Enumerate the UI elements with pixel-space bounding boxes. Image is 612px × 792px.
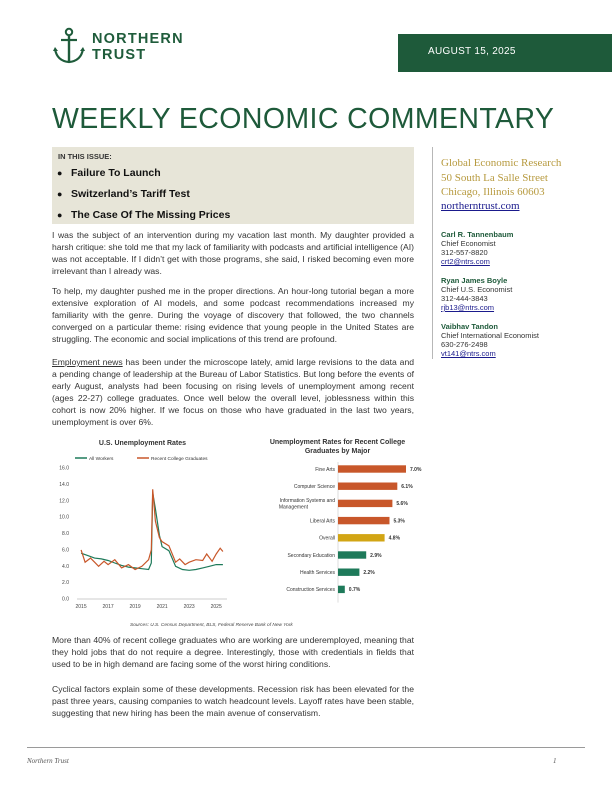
category-label: Computer Science (293, 484, 335, 490)
bar-chart-title: Unemployment Rates for Recent College Graduates by Major (269, 439, 406, 455)
bar-value-label: 5.6% (396, 501, 408, 508)
legend-label: Recent College Graduates (151, 457, 208, 462)
issue-item[interactable]: ● Failure To Launch (57, 167, 161, 179)
address-block (441, 156, 561, 200)
northern-trust-logo[interactable] (52, 27, 192, 67)
org-name: Global Economic Research (441, 157, 562, 169)
bullet-icon: ● (57, 189, 63, 199)
issue-item[interactable]: ● The Case Of The Missing Prices (57, 209, 231, 221)
sidebar-divider (432, 147, 433, 359)
y-tick-label: 16.0 (59, 465, 69, 472)
paragraph-1: I was the subject of an intervention during my vacation last month. My daughter provided a harsh critique: she told me that my lack of familiarity with podcasts and artificial intelligence (AI) was not acceptable. If I didn’t get with those programs, she said, I risked becoming even more irrelevant than I already was. (52, 230, 414, 277)
y-tick-label: 8.0 (62, 531, 69, 538)
contact-card (441, 276, 512, 312)
line-chart-title: U.S. Unemployment Rates (98, 440, 187, 447)
category-label: Fine Arts (315, 466, 335, 473)
x-tick-label: 2025 (210, 604, 222, 610)
bar-value-label: 7.0% (410, 466, 422, 473)
brand-line2: TRUST (92, 47, 147, 63)
paragraph-2: To help, my daughter pushed me in the proper directions. An hour-long tutorial began a more extensive exploration of AI models, and some podcast recommendations increased my familiarity with the genre. During the voyage of discovery that followed, the two channels converged on a particular theme: rising evidence that young people in the United States are struggling. The economic and social implications of this trend are profound. (52, 286, 414, 345)
y-tick-label: 12.0 (59, 498, 69, 505)
y-tick-label: 4.0 (62, 563, 69, 570)
anchor-icon (52, 27, 86, 65)
contact-role: Chief International Economist (441, 331, 539, 340)
street: 50 South La Salle Street (441, 171, 548, 184)
contact-email[interactable]: crt2@ntrs.com (441, 257, 490, 266)
bar (338, 534, 385, 541)
contact-email[interactable]: rjb13@ntrs.com (441, 303, 495, 312)
contact-phone: 630-276-2498 (441, 340, 488, 349)
bar (338, 551, 366, 558)
city: Chicago, Illinois 60603 (441, 186, 545, 198)
footer-divider (27, 747, 585, 748)
bar-value-label: 2.2% (363, 570, 375, 576)
y-tick-label: 0.0 (62, 596, 69, 603)
bar-value-label: 6.1% (401, 484, 413, 490)
bar-value-label: 2.9% (370, 552, 382, 559)
contact-role: Chief U.S. Economist (441, 285, 513, 294)
contact-card (441, 322, 539, 358)
x-tick-label: 2023 (183, 604, 195, 610)
paragraph-5: Cyclical factors explain some of these developments. Recession risk has been elevated for the past three years, causing companies to watch headcount levels. Layoff rates have been stable, suggesting that new hiring has been the main avenue of conservatism. (52, 684, 414, 719)
contact-phone: 312-557-8820 (441, 248, 488, 257)
bullet-icon: ● (57, 210, 63, 220)
category-label: Information Systems and (279, 497, 335, 504)
contact-role: Chief Economist (441, 239, 496, 248)
issue-item[interactable]: ● Switzerland’s Tariff Test (57, 188, 190, 200)
in-this-issue-box (52, 147, 414, 224)
contact-email[interactable]: vt141@ntrs.com (441, 349, 496, 358)
date-banner (398, 34, 612, 72)
bar-value-label: 5.3% (393, 518, 405, 525)
chart-source: Sources: U.S. Census Department, BLS, Federal Reserve Bank of New York (130, 623, 293, 628)
website-link[interactable]: northerntrust.com (441, 200, 520, 212)
bar (338, 569, 359, 576)
y-tick-label: 2.0 (62, 580, 69, 587)
page-title: WEEKLY ECONOMIC COMMENTARY (52, 103, 555, 135)
category-label: Construction Services (286, 587, 335, 594)
contact-phone: 312-444-3843 (441, 294, 488, 303)
bar (338, 500, 392, 507)
brand-line1: NORTHERN (92, 31, 184, 47)
major-bar-chart (235, 462, 435, 612)
x-tick-label: 2021 (156, 604, 168, 610)
bar-value-label: 4.8% (388, 535, 401, 542)
bar-value-label: 0.7% (348, 587, 361, 594)
bar (338, 517, 390, 524)
paragraph-3: Employment news has been under the microscope lately, amid large revisions to the data and a pending change of leadership at the Bureau of Labor Statistics. But long before the events of early August, analysts had been focusing on rising levels of unemployment among recent (ages 22-27) college graduates. Once well below the overall level, joblessness within this cohort is now 20% higher. If we focus on those who have graduated in the last two years, unemployment is over 6%. (52, 357, 415, 428)
bar (338, 465, 406, 472)
in-this-issue-heading: IN THIS ISSUE: (58, 152, 112, 161)
x-tick-label: 2015 (75, 604, 87, 610)
x-tick-label: 2017 (102, 604, 114, 610)
unemployment-line-chart (55, 450, 235, 620)
y-tick-label: 10.0 (59, 514, 69, 521)
category-label: Liberal Arts (309, 518, 335, 525)
y-tick-label: 6.0 (62, 547, 69, 554)
category-label: Overall (319, 535, 335, 542)
bar (338, 586, 345, 593)
category-label: Management (278, 504, 308, 511)
category-label: Health Services (299, 570, 335, 576)
contact-name: Ryan James Boyle (441, 276, 508, 285)
x-tick-label: 2019 (129, 604, 141, 610)
bullet-icon: ● (57, 168, 63, 178)
legend-label: All Workers (89, 457, 114, 462)
page-number: 1 (553, 757, 557, 765)
y-tick-label: 14.0 (59, 481, 69, 488)
bar (338, 483, 397, 490)
footer-brand: Northern Trust (27, 757, 69, 765)
paragraph-4: More than 40% of recent college graduates who are working are underemployed, meaning that they hold jobs that do not require a degree. Interestingly, those with credentials in fields that used to be in high demand are facing some of the worst hiring conditions. (52, 635, 414, 670)
contact-name: Carl R. Tannenbaum (441, 230, 514, 239)
issue-date: AUGUST 15, 2025 (428, 46, 516, 57)
contact-card (441, 230, 513, 266)
category-label: Secondary Education (287, 552, 335, 559)
employment-news-link[interactable]: Employment news (52, 357, 123, 367)
contact-name: Vaibhav Tandon (441, 322, 498, 331)
